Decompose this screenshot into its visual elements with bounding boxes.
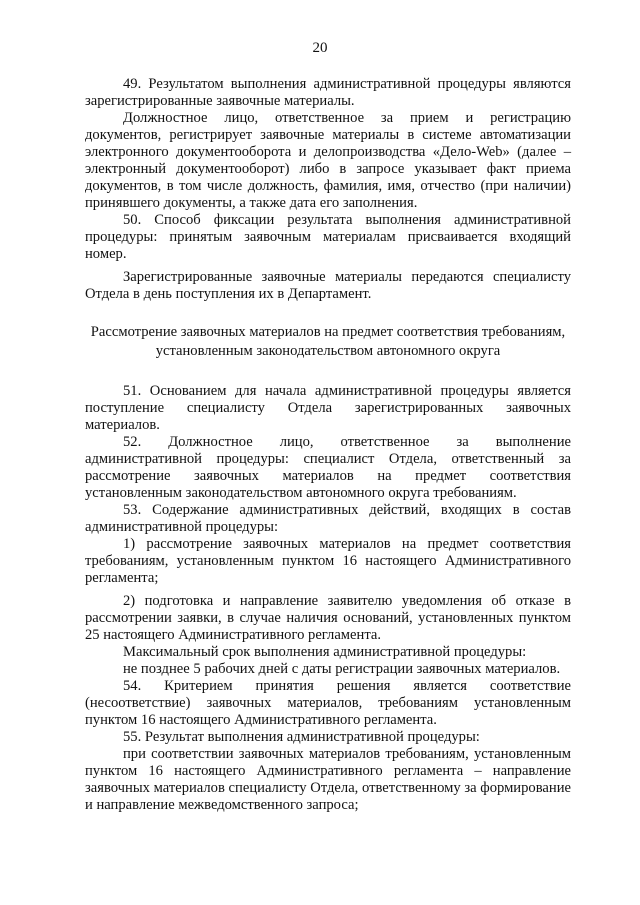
paragraph-transfer: Зарегистрированные заявочные материалы передаются специалисту Отдела в день поступления их в Департамент.: [85, 269, 571, 302]
paragraph-deadline: не позднее 5 рабочих дней с даты регистрации заявочных материалов.: [123, 661, 561, 677]
paragraph-52: 52. Должностное лицо, ответственное за выполнение административной процедуры: специалист Отдела, ответственный за рассмотрение заявочных материалов на предмет соответствия установленным законодательством автономного округа требованиям.: [85, 434, 571, 501]
paragraph-51: 51. Основанием для начала административной процедуры является поступление специалисту Отдела зарегистрированных заявочных материалов.: [85, 383, 571, 433]
paragraph-50: 50. Способ фиксации результата выполнения административной процедуры: принятым заявочным материалам присваивается входящий номер.: [85, 212, 571, 262]
paragraph-49: 49. Результатом выполнения административной процедуры являются зарегистрированные заявочные материалы.: [85, 76, 571, 109]
paragraph-result: при соответствии заявочных материалов требованиям, установленным пунктом 16 настоящего Административного регламента – направление заявочных материалов специалисту Отдела, ответственному за формирование и направление межведомственного запроса;: [85, 746, 571, 813]
list-item-1: 1) рассмотрение заявочных материалов на предмет соответствия требованиям, установленным пунктом 16 настоящего Административного регламента;: [85, 536, 571, 586]
paragraph-55: 55. Результат выполнения административной процедуры:: [123, 729, 480, 745]
paragraph-max-term: Максимальный срок выполнения административной процедуры:: [123, 644, 527, 660]
paragraph-registration: Должностное лицо, ответственное за прием и регистрацию документов, регистрирует заявочные материалы в системе автоматизации электронного документооборота и делопроизводства «Дело-Web» (далее – электронный документооборот) либо в запросе указывает факт приема документов, в том числе должность, фамилия, имя, отчество (при наличии) принявшего документы, а также дата его заполнения.: [85, 110, 571, 211]
page-number: 20: [312, 40, 328, 56]
section-heading: Рассмотрение заявочных материалов на предмет соответствия требованиям, установленным законодательством автономного округа: [90, 324, 566, 359]
list-item-2: 2) подготовка и направление заявителю уведомления об отказе в рассмотрении заявки, в случае наличия оснований, установленных пунктом 25 настоящего Административного регламента.: [85, 593, 571, 643]
document-body: [85, 76, 571, 814]
paragraph-54: 54. Критерием принятия решения является соответствие (несоответствие) заявочных материалов, требованиям установленным пунктом 16 настоящего Административного регламента.: [85, 678, 571, 728]
paragraph-53: 53. Содержание административных действий, входящих в состав административной процедуры:: [85, 502, 571, 535]
